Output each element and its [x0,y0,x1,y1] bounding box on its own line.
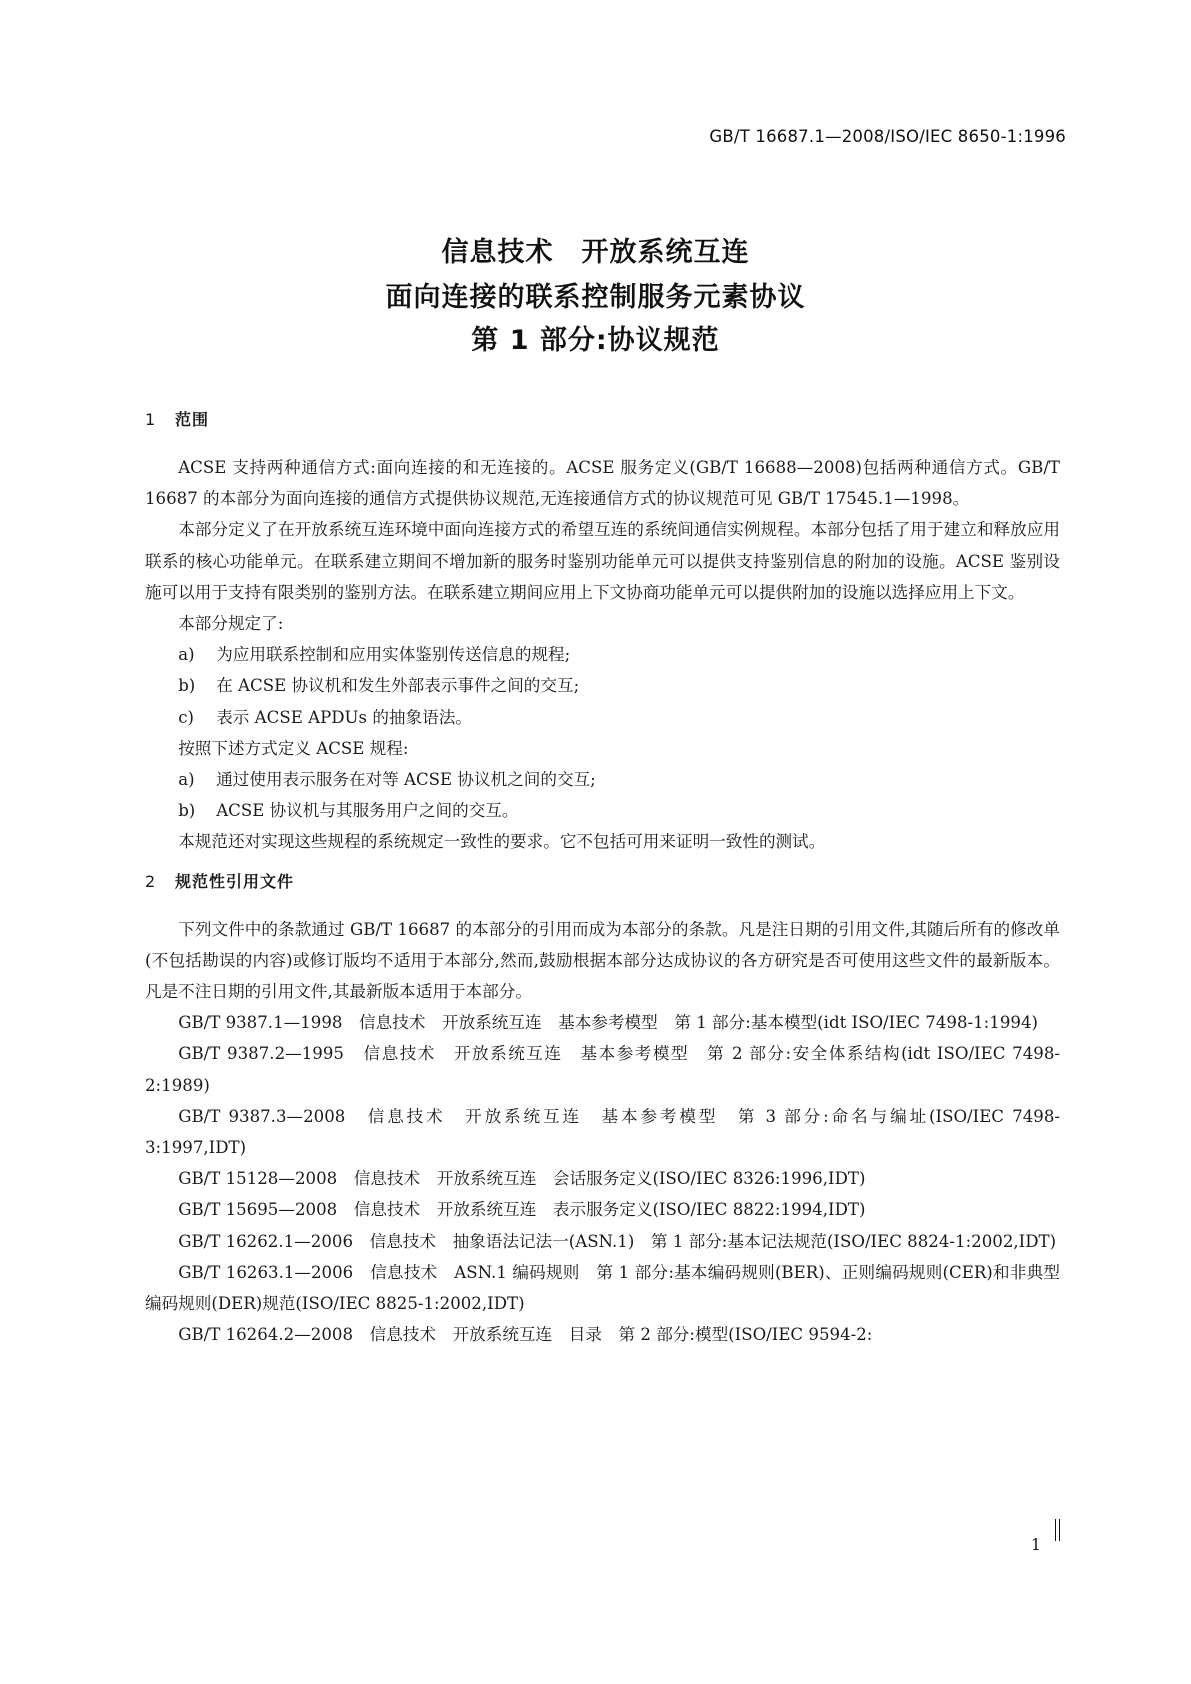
list-label: a) [178,770,195,790]
list-text: 为应用联系控制和应用实体鉴别传送信息的规程; [216,645,571,665]
list-text: 通过使用表示服务在对等 ACSE 协议机之间的交互; [216,770,596,790]
reference-entry: GB/T 9387.3—2008 信息技术 开放系统互连 基本参考模型 第 3 部分:命名与编址(ISO/IEC 7498-3:1997,IDT) [145,1106,1060,1158]
paragraph: ACSE 支持两种通信方式:面向连接的和无连接的。ACSE 服务定义(GB/T 16688—2008)包括两种通信方式。GB/T 16687 的本部分为面向连接的通信方式提供协议规范,无连接通信方式的协议规范可见 GB/T 17545.1—1998。 [145,458,1060,509]
title-line-3: 第 1 部分:协议规范 [471,325,720,356]
section-1-heading [145,408,1060,432]
list-text: ACSE 协议机与其服务用户之间的交互。 [216,801,519,821]
standard-code: GB/T 16687.1—2008/ISO/IEC 8650-1:1996 [709,127,1066,146]
paragraph: 本规范还对实现这些规程的系统规定一致性的要求。它不包括可用来证明一致性的测试。 [178,832,826,852]
list-label: b) [178,801,196,821]
list-label: a) [178,645,195,665]
paragraph: 下列文件中的条款通过 GB/T 16687 的本部分的引用而成为本部分的条款。凡是注日期的引用文件,其随后所有的修改单(不包括勘误的内容)或修订版均不适用于本部分,然而,鼓励根据本部分达成协议的各方研究是否可使用这些文件的最新版本。凡是不注日期的引用文件,其最新版本适用于本部分。 [145,919,1060,1002]
list-label: b) [178,676,196,696]
reference-entry: GB/T 9387.2—1995 信息技术 开放系统互连 基本参考模型 第 2 部分:安全体系结构(idt ISO/IEC 7498-2:1989) [145,1044,1060,1095]
section-title: 规范性引用文件 [175,871,295,891]
paragraph: 本部分规定了: [178,614,284,634]
list-item [145,702,1060,733]
section-number: 1 [145,410,157,429]
reference-entry: GB/T 9387.1—1998 信息技术 开放系统互连 基本参考模型 第 1 部分:基本模型(idt ISO/IEC 7498-1:1994) [178,1013,1038,1033]
list-item [145,670,1060,701]
reference-entry: GB/T 16262.1—2006 信息技术 抽象语法记法一(ASN.1) 第 1 部分:基本记法规范(ISO/IEC 8824-1:2002,IDT) [178,1231,1057,1251]
reference-entry: GB/T 16263.1—2006 信息技术 ASN.1 编码规则 第 1 部分:基本编码规则(BER)、正则编码规则(CER)和非典型编码规则(DER)规范(ISO/IEC 8825-1:2002,IDT) [145,1262,1060,1314]
section-number: 2 [145,871,157,891]
list-text: 表示 ACSE APDUs 的抽象语法。 [216,707,472,727]
list-item [145,795,1060,826]
section-title: 范围 [175,410,210,429]
reference-entry: GB/T 15128—2008 信息技术 开放系统互连 会话服务定义(ISO/IEC 8326:1996,IDT) [178,1169,866,1189]
title-line-2: 面向连接的联系控制服务元素协议 [385,282,806,313]
section-2-heading [145,870,1060,894]
paragraph: 本部分定义了在开放系统互连环境中面向连接方式的希望互连的系统间通信实例规程。本部分包括了用于建立和释放应用联系的核心功能单元。在联系建立期间不增加新的服务时鉴别功能单元可以提供支持鉴别信息的附加的设施。ACSE 鉴别设施可以用于支持有限类别的鉴别方法。在联系建立期间应用上下文协商功能单元可以提供附加的设施以选择应用上下文。 [145,520,1060,602]
page-number: 1 [1030,1535,1041,1554]
continuation-mark [1055,1519,1060,1541]
list-label: c) [178,707,194,727]
list-text: 在 ACSE 协议机和发生外部表示事件之间的交互; [216,676,580,696]
list-item [145,639,1060,670]
title-line-1: 信息技术 开放系统互连 [441,237,750,268]
paragraph: 按照下述方式定义 ACSE 规程: [178,738,409,758]
reference-entry: GB/T 15695—2008 信息技术 开放系统互连 表示服务定义(ISO/IEC 8822:1994,IDT) [178,1200,866,1220]
list-item [145,764,1060,795]
document-body [145,408,1060,1350]
reference-entry: GB/T 16264.2—2008 信息技术 开放系统互连 目录 第 2 部分:模型(ISO/IEC 9594-2: [178,1325,873,1345]
